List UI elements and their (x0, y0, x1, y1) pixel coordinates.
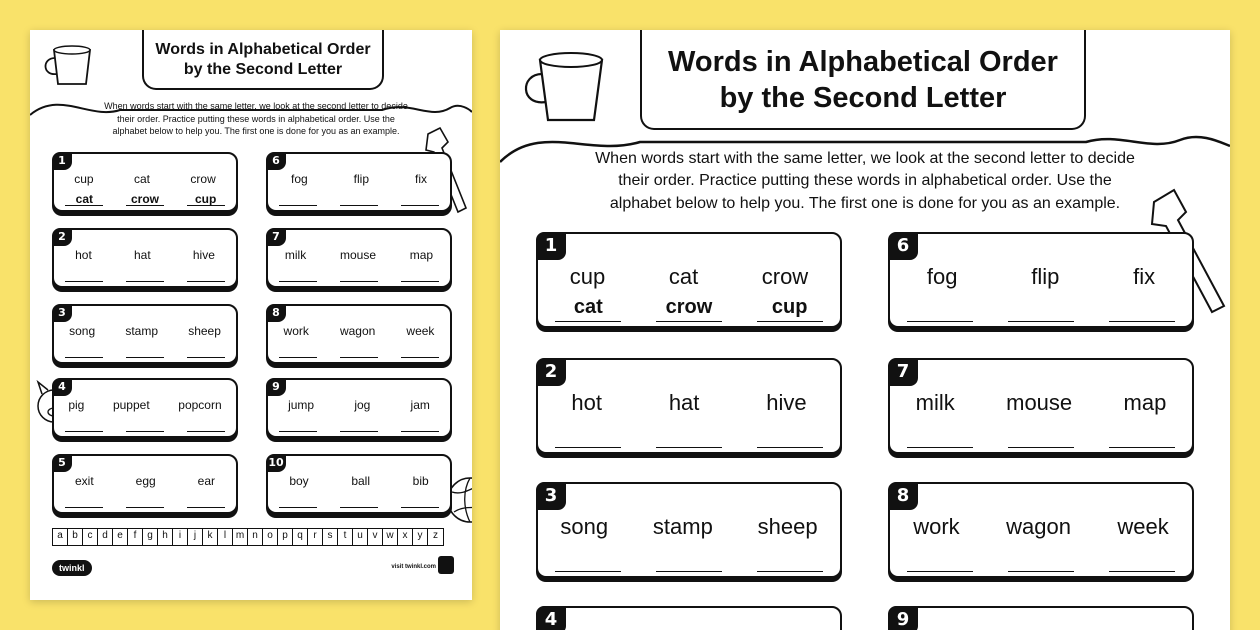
question-number: 4 (536, 606, 566, 630)
page-title (640, 30, 1086, 130)
question-number: 1 (536, 232, 566, 260)
word: flip (353, 172, 369, 186)
alphabet-letter: w (383, 529, 398, 545)
word: cup (74, 172, 94, 186)
answer-line[interactable] (1109, 546, 1175, 572)
question-card-2 (52, 228, 238, 288)
word: jump (288, 398, 315, 412)
intro-line-2: their order. Practice putting these words in alphabetical order. Use the (618, 172, 1112, 190)
alphabet-letter: e (113, 529, 128, 545)
footer-url: visit twinkl.com (391, 564, 436, 570)
alphabet-letter: t (338, 529, 353, 545)
answer-line[interactable] (1109, 296, 1175, 322)
word: hot (571, 390, 602, 415)
word: boy (289, 474, 309, 488)
footer-badge-icon (438, 556, 454, 574)
answer-line[interactable] (1008, 422, 1074, 448)
question-card-4 (52, 378, 238, 438)
question-number: 7 (266, 228, 286, 246)
answer-line[interactable] (126, 418, 164, 432)
title-line-1: Words in Alphabetical Order (668, 46, 1058, 78)
alphabet-letter: d (98, 529, 113, 545)
word: milk (284, 248, 307, 262)
alphabet-letter: j (188, 529, 203, 545)
answer-line[interactable] (1109, 422, 1175, 448)
question-number: 6 (888, 232, 918, 260)
answer-line[interactable] (126, 344, 164, 358)
word: hive (766, 390, 807, 415)
word: map (1123, 390, 1167, 415)
title-line-2: by the Second Letter (183, 61, 343, 78)
answer-line[interactable]: cup (187, 192, 225, 206)
word: fix (414, 172, 427, 186)
word: hat (133, 248, 151, 262)
question-card-10 (266, 454, 452, 514)
word: egg (135, 474, 156, 488)
answer-line[interactable] (187, 344, 225, 358)
alphabet-letter: k (203, 529, 218, 545)
alphabet-letter: o (263, 529, 278, 545)
answer-line[interactable] (401, 192, 439, 206)
answer-line[interactable] (126, 494, 164, 508)
question-number: 7 (888, 358, 918, 386)
word: pig (68, 398, 85, 412)
answer-line[interactable] (65, 418, 103, 432)
answer-line[interactable] (401, 494, 439, 508)
intro-line-1: When words start with the same letter, we look at the second letter to decide (595, 150, 1135, 167)
question-card-7 (266, 228, 452, 288)
question-card-1 (536, 232, 842, 328)
question-number: 8 (266, 304, 286, 322)
answer-line[interactable]: cup (757, 296, 823, 322)
question-card-1 (52, 152, 238, 212)
answer-line[interactable] (340, 268, 378, 282)
answer-line[interactable] (555, 422, 621, 448)
instructions (66, 100, 446, 138)
answer-line[interactable] (187, 494, 225, 508)
answer-line[interactable]: crow (126, 192, 164, 206)
answer-line[interactable]: cat (65, 192, 103, 206)
answer-line[interactable] (279, 268, 317, 282)
answer-line[interactable] (340, 192, 378, 206)
word: exit (74, 474, 94, 488)
alphabet-letter: m (233, 529, 248, 545)
answer-line[interactable] (65, 268, 103, 282)
question-card-8 (888, 482, 1194, 578)
question-number: 8 (888, 482, 918, 510)
answer-line[interactable] (279, 494, 317, 508)
alphabet-letter: f (128, 529, 143, 545)
cup-icon (40, 42, 100, 90)
question-card-6 (888, 232, 1194, 328)
answer-line[interactable] (401, 418, 439, 432)
intro-line-3: alphabet below to help you. The first one is done for you as an example. (609, 194, 1121, 212)
title-line-1: Words in Alphabetical Order (155, 41, 371, 58)
answer-line[interactable] (340, 494, 378, 508)
answer-line[interactable] (279, 344, 317, 358)
word: puppet (112, 398, 150, 412)
word: hat (668, 390, 700, 415)
answer-line[interactable] (757, 546, 823, 572)
alphabet-letter: s (323, 529, 338, 545)
answer-line[interactable] (340, 344, 378, 358)
word: map (409, 248, 434, 262)
answer-line[interactable] (187, 268, 225, 282)
alphabet-letter: q (293, 529, 308, 545)
word: wagon (1006, 514, 1071, 539)
question-number: 9 (266, 378, 286, 396)
word: hot (75, 248, 92, 262)
answer-line[interactable] (187, 418, 225, 432)
word: work (913, 514, 960, 539)
answer-line[interactable] (757, 422, 823, 448)
answer-line[interactable] (656, 546, 722, 572)
question-number: 6 (266, 152, 286, 170)
title-line-2: by the Second Letter (719, 82, 1007, 115)
answer-line[interactable] (555, 546, 621, 572)
question-card-7 (888, 358, 1194, 454)
answer-line[interactable] (279, 418, 317, 432)
word: wagon (339, 324, 376, 338)
intro-line-1: When words start with the same letter, we look at the second letter to decide (104, 101, 408, 111)
word: fix (1133, 264, 1156, 289)
question-card-5 (52, 454, 238, 514)
word: cup (569, 264, 606, 289)
alphabet-letter: x (398, 529, 413, 545)
question-number: 3 (536, 482, 566, 510)
answer-line[interactable] (65, 494, 103, 508)
question-card-9 (888, 606, 1194, 630)
alphabet-letter: b (68, 529, 83, 545)
answer-line[interactable] (656, 422, 722, 448)
alphabet-letter: h (158, 529, 173, 545)
question-card-3 (52, 304, 238, 364)
intro-line-2: their order. Practice putting these words in alphabetical order. Use the (117, 113, 395, 124)
question-number: 10 (266, 454, 286, 472)
answer-line[interactable] (279, 192, 317, 206)
word: ball (351, 474, 370, 488)
alphabet-letter: v (368, 529, 383, 545)
answer-line[interactable] (65, 344, 103, 358)
word: ear (197, 474, 215, 488)
alphabet-letter: g (143, 529, 158, 545)
alphabet-letter: c (83, 529, 98, 545)
question-card-8 (266, 304, 452, 364)
word: bib (412, 474, 429, 488)
question-number: 1 (52, 152, 72, 170)
word: crow (190, 172, 216, 186)
worksheet-page-zoomed (500, 30, 1230, 630)
word: jog (354, 398, 371, 412)
answer-line[interactable] (401, 268, 439, 282)
intro-line-3: alphabet below to help you. The first one is done for you as an example. (112, 126, 400, 137)
word: stamp (125, 324, 158, 338)
question-number: 3 (52, 304, 72, 322)
word: work (283, 324, 309, 338)
answer-line[interactable] (126, 268, 164, 282)
word: cat (133, 172, 150, 186)
answer-line[interactable] (1008, 546, 1074, 572)
word: jam (410, 398, 430, 412)
word: fog (926, 264, 958, 289)
word: stamp (652, 514, 713, 539)
question-card-4 (536, 606, 842, 630)
alphabet-letter: y (413, 529, 428, 545)
word: mouse (339, 248, 376, 262)
word: sheep (757, 514, 818, 539)
page-title (142, 30, 384, 90)
word: milk (915, 390, 955, 415)
cup-icon (516, 48, 612, 128)
answer-line[interactable] (907, 546, 973, 572)
question-card-6 (266, 152, 452, 212)
alphabet-letter: z (433, 530, 438, 541)
alphabet-letter: r (308, 529, 323, 545)
word: song (69, 324, 96, 338)
word: mouse (1006, 390, 1073, 415)
question-number: 9 (888, 606, 918, 630)
answer-line[interactable] (907, 296, 973, 322)
worksheet-page-thumbnail (30, 30, 472, 600)
alphabet-letter: u (353, 529, 368, 545)
word: cat (668, 264, 699, 289)
alphabet-letter: l (218, 529, 233, 545)
answer-line[interactable] (401, 344, 439, 358)
word: flip (1031, 264, 1060, 289)
question-card-9 (266, 378, 452, 438)
word: song (560, 514, 609, 539)
answer-line[interactable] (340, 418, 378, 432)
word: fog (290, 172, 308, 186)
brand-logo: twinkl (52, 560, 92, 576)
alphabet-letter: a (53, 529, 68, 545)
word: week (1117, 514, 1169, 539)
question-number: 2 (536, 358, 566, 386)
alphabet-letter: i (173, 529, 188, 545)
question-number: 5 (52, 454, 72, 472)
question-card-2 (536, 358, 842, 454)
question-number: 2 (52, 228, 72, 246)
answer-line[interactable] (907, 422, 973, 448)
answer-line[interactable]: crow (656, 296, 722, 322)
question-card-3 (536, 482, 842, 578)
answer-line[interactable]: cat (555, 296, 621, 322)
word: crow (761, 264, 809, 289)
question-number: 4 (52, 378, 72, 396)
alphabet-letter: p (278, 529, 293, 545)
alphabet-strip (52, 528, 444, 546)
instructions (540, 148, 1190, 215)
answer-line[interactable] (1008, 296, 1074, 322)
word: week (406, 324, 435, 338)
word: hive (192, 248, 215, 262)
word: popcorn (178, 398, 222, 412)
alphabet-letter: n (248, 529, 263, 545)
word: sheep (188, 324, 221, 338)
